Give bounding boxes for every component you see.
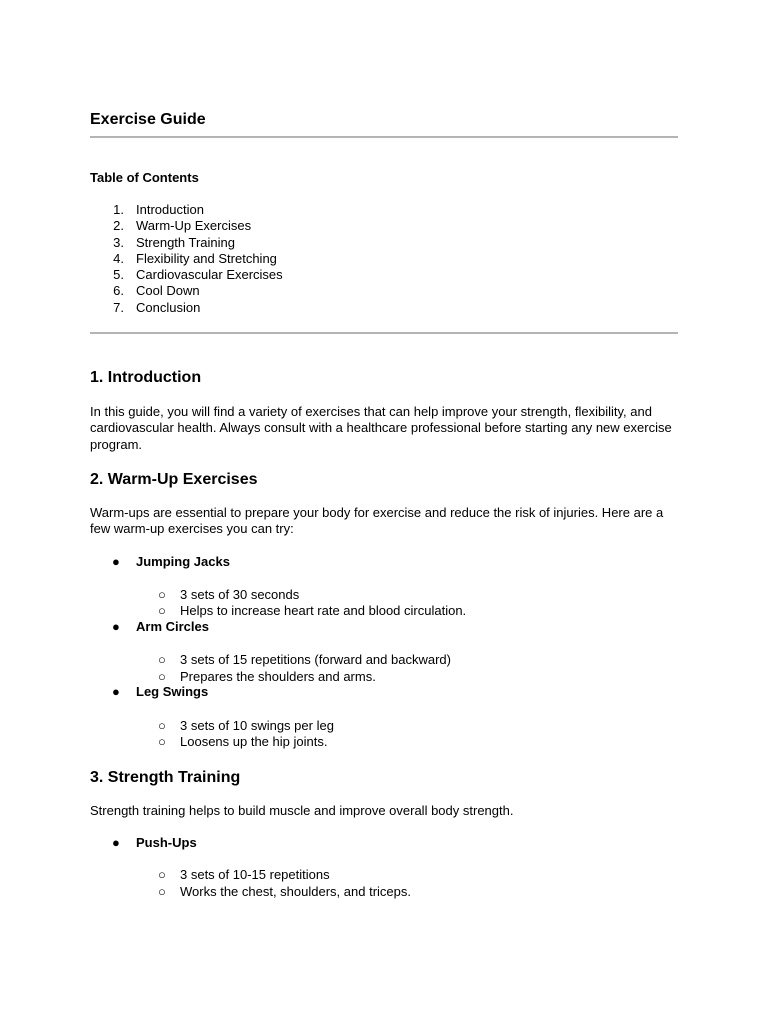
toc-item-cool-down [90,283,283,299]
toc-item-number: 7. [113,299,124,315]
sub-bullet-icon: ○ [158,884,166,899]
toc-item-number: 4. [113,250,124,266]
exercise-name: Push-Ups [136,835,197,850]
exercise-detail-text: 3 sets of 30 seconds [180,587,300,602]
toc-item-strength [90,235,283,251]
bullet-icon: ● [112,554,120,569]
toc-item-label: Introduction [136,202,204,217]
sub-bullet-icon: ○ [158,734,166,749]
table-of-contents [90,202,283,316]
exercise-name: Arm Circles [136,619,209,634]
sub-bullet-icon: ○ [158,867,166,882]
strength-paragraph: Strength training helps to build muscle and improve overall body strength. [90,803,514,818]
toc-item-cardio [90,267,283,283]
sub-bullet-icon: ○ [158,669,166,684]
introduction-paragraph: In this guide, you will find a variety of exercises that can help improve your strength, flexibility, and cardiovascular health. Always consult with a healthcare professional before starting any new exercise program. [90,404,672,452]
sub-bullet-icon: ○ [158,603,166,618]
title-divider [90,136,678,138]
toc-item-number: 5. [113,267,124,283]
toc-item-introduction [90,202,283,218]
toc-heading: Table of Contents [90,170,199,185]
exercise-detail-text: Helps to increase heart rate and blood circulation. [180,603,467,618]
bullet-icon: ● [112,684,120,699]
sub-bullet-icon: ○ [158,652,166,667]
toc-item-number: 6. [113,283,124,299]
exercise-name: Jumping Jacks [136,554,230,569]
toc-item-flexibility [90,251,283,267]
exercise-detail-text: 3 sets of 15 repetitions (forward and backward) [180,652,451,667]
toc-item-label: Conclusion [136,299,201,315]
warm-up-paragraph: Warm-ups are essential to prepare your body for exercise and reduce the risk of injuries. Here are a few warm-up exercises you can try: [90,505,664,537]
toc-item-number: 3. [113,234,124,250]
document-title: Exercise Guide [90,111,206,128]
exercise-detail-text: Loosens up the hip joints. [180,734,328,749]
exercise-detail-text: Works the chest, shoulders, and triceps. [180,884,411,899]
toc-item-label: Strength Training [136,234,236,250]
section-title-warm-up: 2. Warm-Up Exercises [90,471,258,488]
bullet-icon: ● [112,619,120,634]
toc-item-number: 2. [113,218,124,234]
exercise-detail-text: 3 sets of 10-15 repetitions [180,867,330,882]
sub-bullet-icon: ○ [158,718,166,733]
exercise-detail-text: 3 sets of 10 swings per leg [180,718,334,733]
toc-item-label: Cool Down [136,283,200,299]
toc-item-label: Warm-Up Exercises [136,218,252,234]
toc-item-label: Flexibility and Stretching [136,250,277,266]
section-title-strength: 3. Strength Training [90,769,241,786]
toc-divider [90,332,678,334]
toc-item-label: Cardiovascular Exercises [136,267,283,283]
toc-item-conclusion [90,300,283,316]
section-title-introduction: 1. Introduction [90,369,202,386]
bullet-icon: ● [112,835,120,850]
toc-item-warm-up [90,218,283,234]
exercise-detail-text: Prepares the shoulders and arms. [180,669,376,684]
toc-item-number: 1. [113,202,124,217]
exercise-name: Leg Swings [136,684,209,699]
sub-bullet-icon: ○ [158,587,166,602]
